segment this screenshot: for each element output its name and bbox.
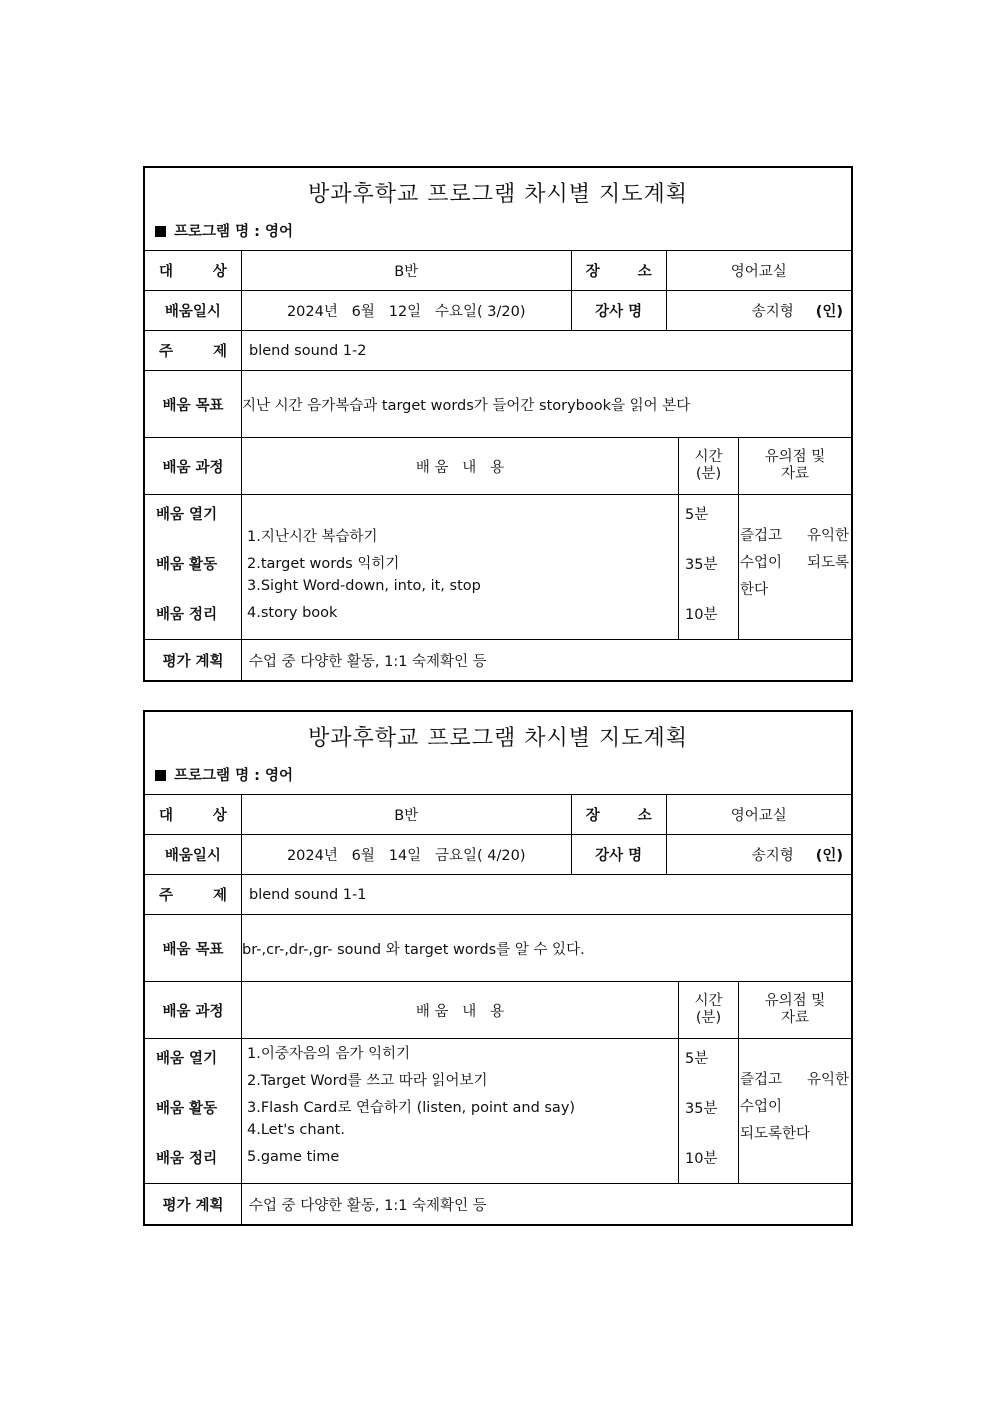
- teacher-label: 강사 명: [572, 291, 667, 330]
- sheet-title: 방과후학교 프로그램 차시별 지도계획: [307, 726, 688, 751]
- goal-value: br-,cr-,dr-,gr- sound 와 target words를 알 수 있다.: [242, 941, 585, 958]
- teacher-label: 강사 명: [572, 835, 667, 874]
- content-header: 배 움 내 용: [242, 438, 679, 494]
- content-header: 배 움 내 용: [242, 982, 679, 1038]
- teacher-seal: (인): [815, 304, 843, 320]
- content-lines: [242, 495, 679, 639]
- place-label-char: 소: [637, 264, 652, 280]
- goal-value: 지난 시간 음가복습과 target words가 들어간 storybook을 읽어 본다: [242, 397, 691, 414]
- note-header-line: 유의점 및: [764, 449, 826, 465]
- topic-label: [145, 331, 242, 370]
- sheet-header: [145, 168, 851, 251]
- content-line: 3.Sight Word-down, into, it, stop: [247, 578, 481, 594]
- place-label-char: 장: [585, 264, 600, 280]
- time-header-line: 시간: [694, 449, 723, 465]
- note-line: 한다: [740, 582, 769, 598]
- content-lines: [242, 1039, 679, 1183]
- date-row: [145, 835, 851, 875]
- evaluation-row: [145, 1184, 851, 1224]
- stage-labels: [145, 1039, 242, 1183]
- target-row: [145, 251, 851, 291]
- program-name: [155, 220, 293, 241]
- stage-label: 배움 열기: [156, 1051, 218, 1067]
- time-value: 35분: [685, 557, 718, 573]
- date-label: 배움일시: [145, 291, 242, 330]
- evaluation-label: 평가 계획: [145, 640, 242, 680]
- topic-label-char: 제: [212, 888, 227, 904]
- stage-label: 배움 열기: [156, 507, 218, 523]
- process-body-row: [145, 1039, 851, 1184]
- square-bullet-icon: [155, 770, 166, 781]
- program-name: [155, 764, 293, 785]
- teacher-name: 송지형: [751, 304, 794, 320]
- target-label-char: 상: [212, 264, 227, 280]
- target-label: [145, 795, 242, 834]
- process-header-row: [145, 982, 851, 1039]
- time-values: [679, 1039, 739, 1183]
- topic-label-char: 주: [159, 344, 174, 360]
- time-header-line: (분): [695, 466, 722, 482]
- target-label: [145, 251, 242, 290]
- note-text: [739, 1039, 851, 1183]
- evaluation-value: 수업 중 다양한 활동, 1:1 숙제확인 등: [249, 1197, 487, 1214]
- sheet-title: 방과후학교 프로그램 차시별 지도계획: [307, 182, 688, 207]
- note-text: [739, 495, 851, 639]
- time-value: 10분: [685, 1151, 718, 1167]
- time-header-line: (분): [695, 1010, 722, 1026]
- process-body-row: [145, 495, 851, 640]
- topic-value: blend sound 1-1: [249, 886, 367, 903]
- stage-label: 배움 활동: [156, 1101, 218, 1117]
- date-value: 2024년 6월 14일 금요일( 4/20): [242, 835, 572, 874]
- teacher-name: 송지형: [751, 848, 794, 864]
- date-label: 배움일시: [145, 835, 242, 874]
- topic-value: blend sound 1-2: [249, 342, 367, 359]
- stage-labels: [145, 495, 242, 639]
- goal-row: [145, 915, 851, 982]
- time-header: [679, 982, 739, 1038]
- process-label: 배움 과정: [145, 438, 242, 494]
- goal-label: 배움 목표: [145, 371, 242, 437]
- note-line: 수업이: [740, 1099, 783, 1115]
- note-header: [739, 438, 851, 494]
- note-header-line: 유의점 및: [764, 993, 826, 1009]
- content-line: 1.지난시간 복습하기: [247, 529, 378, 545]
- target-value: B반: [242, 795, 572, 834]
- time-value: 10분: [685, 607, 718, 623]
- note-header-line: 자료: [780, 466, 809, 482]
- target-value: B반: [242, 251, 572, 290]
- target-label-char: 상: [212, 808, 227, 824]
- stage-label: 배움 정리: [156, 607, 218, 623]
- date-row: [145, 291, 851, 331]
- time-value: 35분: [685, 1101, 718, 1117]
- evaluation-row: [145, 640, 851, 680]
- time-value: 5분: [685, 1051, 709, 1067]
- content-line: 1.이중자음의 음가 익히기: [247, 1046, 411, 1062]
- process-header-row: [145, 438, 851, 495]
- target-label-char: 대: [159, 264, 174, 280]
- time-value: 5분: [685, 507, 709, 523]
- goal-label: 배움 목표: [145, 915, 242, 981]
- sheet-header: [145, 712, 851, 795]
- teacher-seal: (인): [815, 848, 843, 864]
- stage-label: 배움 활동: [156, 557, 218, 573]
- program-name-text: 프로그램 명 : 영어: [174, 768, 293, 784]
- content-line: 4.Let's chant.: [247, 1122, 345, 1138]
- note-line: 즐겁고 유익한: [740, 528, 849, 544]
- time-values: [679, 495, 739, 639]
- teacher-value: [667, 291, 851, 330]
- topic-label-char: 제: [212, 344, 227, 360]
- place-value: 영어교실: [730, 808, 787, 824]
- target-label-char: 대: [159, 808, 174, 824]
- place-label-char: 소: [637, 808, 652, 824]
- target-row: [145, 795, 851, 835]
- evaluation-value: 수업 중 다양한 활동, 1:1 숙제확인 등: [249, 653, 487, 670]
- topic-label: [145, 875, 242, 914]
- content-line: 2.Target Word를 쓰고 따라 읽어보기: [247, 1073, 488, 1089]
- content-line: 3.Flash Card로 연습하기 (listen, point and say): [247, 1100, 576, 1116]
- process-label: 배움 과정: [145, 982, 242, 1038]
- program-name-text: 프로그램 명 : 영어: [174, 224, 293, 240]
- place-label: [572, 795, 667, 834]
- topic-label-char: 주: [159, 888, 174, 904]
- stage-label: 배움 정리: [156, 1151, 218, 1167]
- note-line: 즐겁고 유익한: [740, 1072, 849, 1088]
- content-line: 5.game time: [247, 1149, 340, 1165]
- note-header-line: 자료: [780, 1010, 809, 1026]
- topic-row: [145, 875, 851, 915]
- place-label-char: 장: [585, 808, 600, 824]
- content-line: 4.story book: [247, 605, 338, 621]
- lesson-plan-sheet: [143, 710, 853, 1226]
- evaluation-label: 평가 계획: [145, 1184, 242, 1224]
- topic-row: [145, 331, 851, 371]
- lesson-plan-sheet: [143, 166, 853, 682]
- date-value: 2024년 6월 12일 수요일( 3/20): [242, 291, 572, 330]
- time-header: [679, 438, 739, 494]
- square-bullet-icon: [155, 226, 166, 237]
- note-header: [739, 982, 851, 1038]
- time-header-line: 시간: [694, 993, 723, 1009]
- place-label: [572, 251, 667, 290]
- teacher-value: [667, 835, 851, 874]
- content-line: 2.target words 익히기: [247, 556, 400, 572]
- place-value: 영어교실: [730, 264, 787, 280]
- goal-row: [145, 371, 851, 438]
- note-line: 수업이 되도록: [740, 555, 849, 571]
- note-line: 되도록한다: [740, 1126, 811, 1142]
